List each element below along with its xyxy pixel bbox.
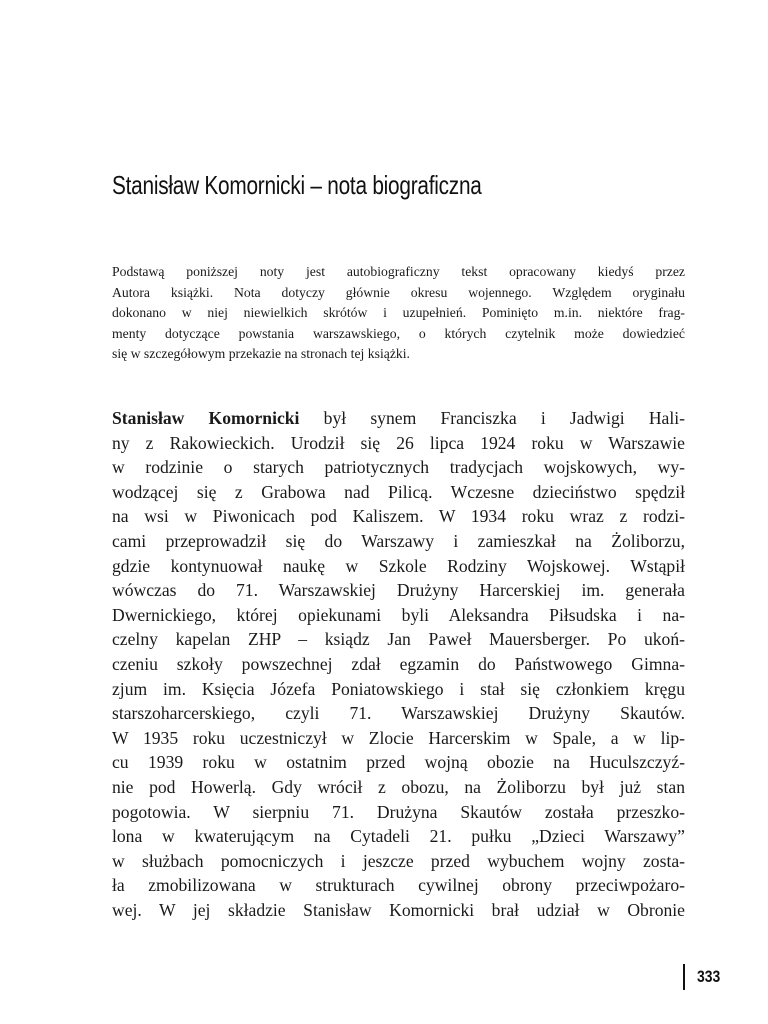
body-line: nie pod Howerlą. Gdy wrócił z obozu, na Żoliborzu był już stan — [112, 776, 685, 797]
page-footer — [683, 964, 725, 990]
body-line: W 1935 roku uczestniczył w Zlocie Harcerskim w Spale, a w lip- — [112, 727, 685, 748]
body-first-line-rest: był synem Franciszka i Jadwigi Hali- — [299, 408, 685, 428]
body-line: gdzie kontynuował naukę w Szkole Rodziny Wojskowej. Wstąpił — [112, 555, 685, 576]
body-line: wej. W jej składzie Stanisław Komornicki brał udział w Obronie — [112, 899, 685, 920]
body-line: cami przeprowadził się do Warszawy i zamieszkał na Żoliborzu, — [112, 530, 685, 551]
intro-line: dokonano w niej niewielkich skrótów i uzupełnień. Pominięto m.in. niektóre frag- — [112, 305, 685, 320]
body-line: zjum im. Księcia Józefa Poniatowskiego i stał się członkiem kręgu — [112, 678, 685, 699]
body-line: ny z Rakowieckich. Urodził się 26 lipca 1924 roku w Warszawie — [112, 432, 685, 453]
body-line: lona w kwaterującym na Cytadeli 21. pułku „Dzieci Warszawy” — [112, 826, 685, 847]
page-number: 333 — [696, 967, 720, 986]
body-line: czeniu szkoły powszechnej zdał egzamin do Państwowego Gimna- — [112, 653, 685, 674]
body-line: cu 1939 roku w ostatnim przed wojną obozie na Huculszczyź- — [112, 752, 685, 773]
body-line: wodzącej się z Grabowa nad Pilicą. Wczesne dzieciństwo spędził — [112, 481, 685, 502]
body-line: ła zmobilizowana w strukturach cywilnej obrony przeciwpożaro- — [112, 875, 685, 896]
body-line: w rodzinie o starych patriotycznych tradycjach wojskowych, wy- — [112, 457, 685, 478]
intro-line: się w szczegółowym przekazie na stronach tej książki. — [112, 346, 410, 361]
body-line: pogotowia. W sierpniu 71. Drużyna Skautów została przeszko- — [112, 801, 685, 822]
body-line-first — [112, 406, 685, 431]
intro-note — [112, 262, 685, 365]
body-line: w służbach pomocniczych i jeszcze przed wybuchem wojny zosta- — [112, 850, 685, 871]
body-line: starszoharcerskiego, czyli 71. Warszawskiej Drużyny Skautów. — [112, 703, 685, 724]
body-line: Dwernickiego, której opiekunami byli Aleksandra Piłsudska i na- — [112, 604, 685, 625]
biography-body — [112, 406, 685, 922]
author-name: Stanisław Komornicki — [112, 408, 300, 428]
body-line: na wsi w Piwonicach pod Kaliszem. W 1934 roku wraz z rodzi- — [112, 506, 685, 527]
body-line: wówczas do 71. Warszawskiej Drużyny Harcerskiej im. generała — [112, 580, 685, 601]
page-title: Stanisław Komornicki – nota biograficzna — [112, 170, 482, 200]
page-number-rule — [683, 964, 685, 990]
intro-line: Podstawą poniższej noty jest autobiograficzny tekst opracowany kiedyś przez — [112, 264, 685, 279]
body-line: czelny kapelan ZHP – ksiądz Jan Paweł Mauersberger. Po ukoń- — [112, 629, 685, 650]
intro-line: menty dotyczące powstania warszawskiego, o których czytelnik może dowiedzieć — [112, 325, 685, 341]
intro-line: Autora książki. Nota dotyczy głównie okresu wojennego. Względem oryginału — [112, 284, 685, 300]
